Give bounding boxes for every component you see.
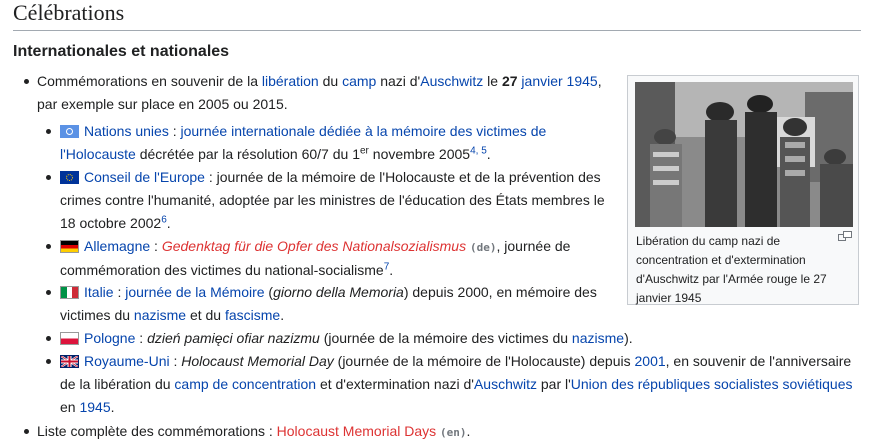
section-divider: [13, 30, 861, 31]
liberation-link[interactable]: libération: [261, 73, 319, 89]
bullet: [46, 290, 51, 295]
nazisme-link[interactable]: nazisme: [133, 307, 187, 323]
bullet: [46, 336, 51, 341]
day-text: 27: [501, 73, 518, 89]
reference-link[interactable]: 7: [383, 261, 390, 273]
allemagne-link[interactable]: Allemagne: [84, 238, 151, 254]
list-item-text: Pologne : dzień pamięci ofiar nazizmu (journée de la mémoire des victimes du nazisme).: [60, 327, 860, 350]
reference-link[interactable]: 6: [161, 214, 167, 226]
reference-link[interactable]: 4, 5: [470, 145, 487, 157]
eu-flag-icon: [60, 171, 79, 184]
figure-thumbnail: [627, 75, 859, 305]
nations-unies-link[interactable]: Nations unies: [84, 123, 169, 139]
list-item-text: Royaume-Uni : Holocaust Memorial Day (journée de la mémoire de l'Holocauste) depuis 2001, en souvenir de l'anniversaire de la libération du camp de concentration et d'extermination nazi d'Auschwitz par l'Union des républiques socialistes soviétiques en 1945.: [60, 353, 853, 415]
list-item-text: Conseil de l'Europe : journée de la mémoire de l'Holocauste et de la prévention des crimes contre l'humanité, adoptée par les ministres de l'éducation des États membres le 18 octobre 2002$^6$.: [60, 169, 605, 231]
list-item-text: Nations unies : journée internationale dédiée à la mémoire des victimes de l'Holocauste décrétée par la résolution 60/7 du 1er novembre 2005$^{4, 5}$.: [60, 123, 547, 162]
figure-caption: Libération du camp nazi de concentration et d'extermination d'Auschwitz par l'Armée rouge le 27 janvier 1945: [636, 234, 827, 305]
un-flag-icon: [60, 125, 79, 138]
language-tag: (en): [440, 426, 467, 439]
council-of-europe-link[interactable]: Conseil de l'Europe: [84, 169, 205, 185]
bullet: [24, 79, 29, 84]
bullet: [46, 244, 51, 249]
bullet: [46, 359, 51, 364]
list-item-text: Liste complète des commémorations : Holocaust Memorial Days (en).: [37, 423, 471, 439]
italy-flag-icon: [60, 286, 79, 299]
holocaust-day-link[interactable]: journée internationale dédiée à la mémoire des victimes de: [180, 123, 547, 139]
germany-flag-icon: [60, 240, 79, 253]
year-1945-link[interactable]: 1945: [79, 399, 111, 415]
auschwitz-link[interactable]: Auschwitz: [420, 73, 484, 89]
bullet: [24, 429, 29, 434]
concentration-camp-link[interactable]: camp de concentration: [174, 376, 317, 392]
liberation-photo[interactable]: [635, 82, 853, 227]
section-title: Célébrations: [13, 0, 125, 25]
subsection-title: Internationales et nationales: [13, 43, 230, 60]
nazisme-link[interactable]: nazisme: [571, 330, 625, 346]
holocaust-link[interactable]: l'Holocauste: [60, 146, 136, 162]
bullet: [46, 175, 51, 180]
poland-flag-icon: [60, 332, 79, 345]
list-item-text: Commémorations en souvenir de la libération du camp nazi d'Auschwitz le 27 janvier 1945, par exemple sur place en 2005 ou 2015.: [37, 73, 602, 112]
ussr-link[interactable]: Union des républiques socialistes soviétiques: [570, 376, 853, 392]
uk-flag-icon: [60, 355, 79, 368]
year-2001-link[interactable]: 2001: [634, 353, 666, 369]
list-item-text: Italie : journée de la Mémoire (giorno della Memoria) depuis 2000, en mémoire des victimes du nazisme et du fascisme.: [60, 284, 597, 323]
royaume-uni-link[interactable]: Royaume-Uni: [84, 353, 170, 369]
italie-link[interactable]: Italie: [84, 284, 114, 300]
bullet: [46, 129, 51, 134]
gedenktag-link[interactable]: Gedenktag für die Opfer des Nationalsozialismus: [161, 238, 467, 254]
auschwitz-link[interactable]: Auschwitz: [473, 376, 537, 392]
language-tag: (de): [470, 241, 497, 254]
journee-memoire-link[interactable]: journée de la Mémoire: [125, 284, 265, 300]
holocaust-memorial-days-link[interactable]: Holocaust Memorial Days: [276, 423, 437, 439]
list-item-text: Allemagne : Gedenktag für die Opfer des Nationalsozialismus (de), journée de commémoration des victimes du national-socialisme$^7$.: [60, 238, 571, 278]
fascisme-link[interactable]: fascisme: [224, 307, 281, 323]
january-1945-link[interactable]: janvier 1945: [521, 73, 598, 89]
pologne-link[interactable]: Pologne: [84, 330, 136, 346]
camp-link[interactable]: camp: [342, 73, 377, 89]
